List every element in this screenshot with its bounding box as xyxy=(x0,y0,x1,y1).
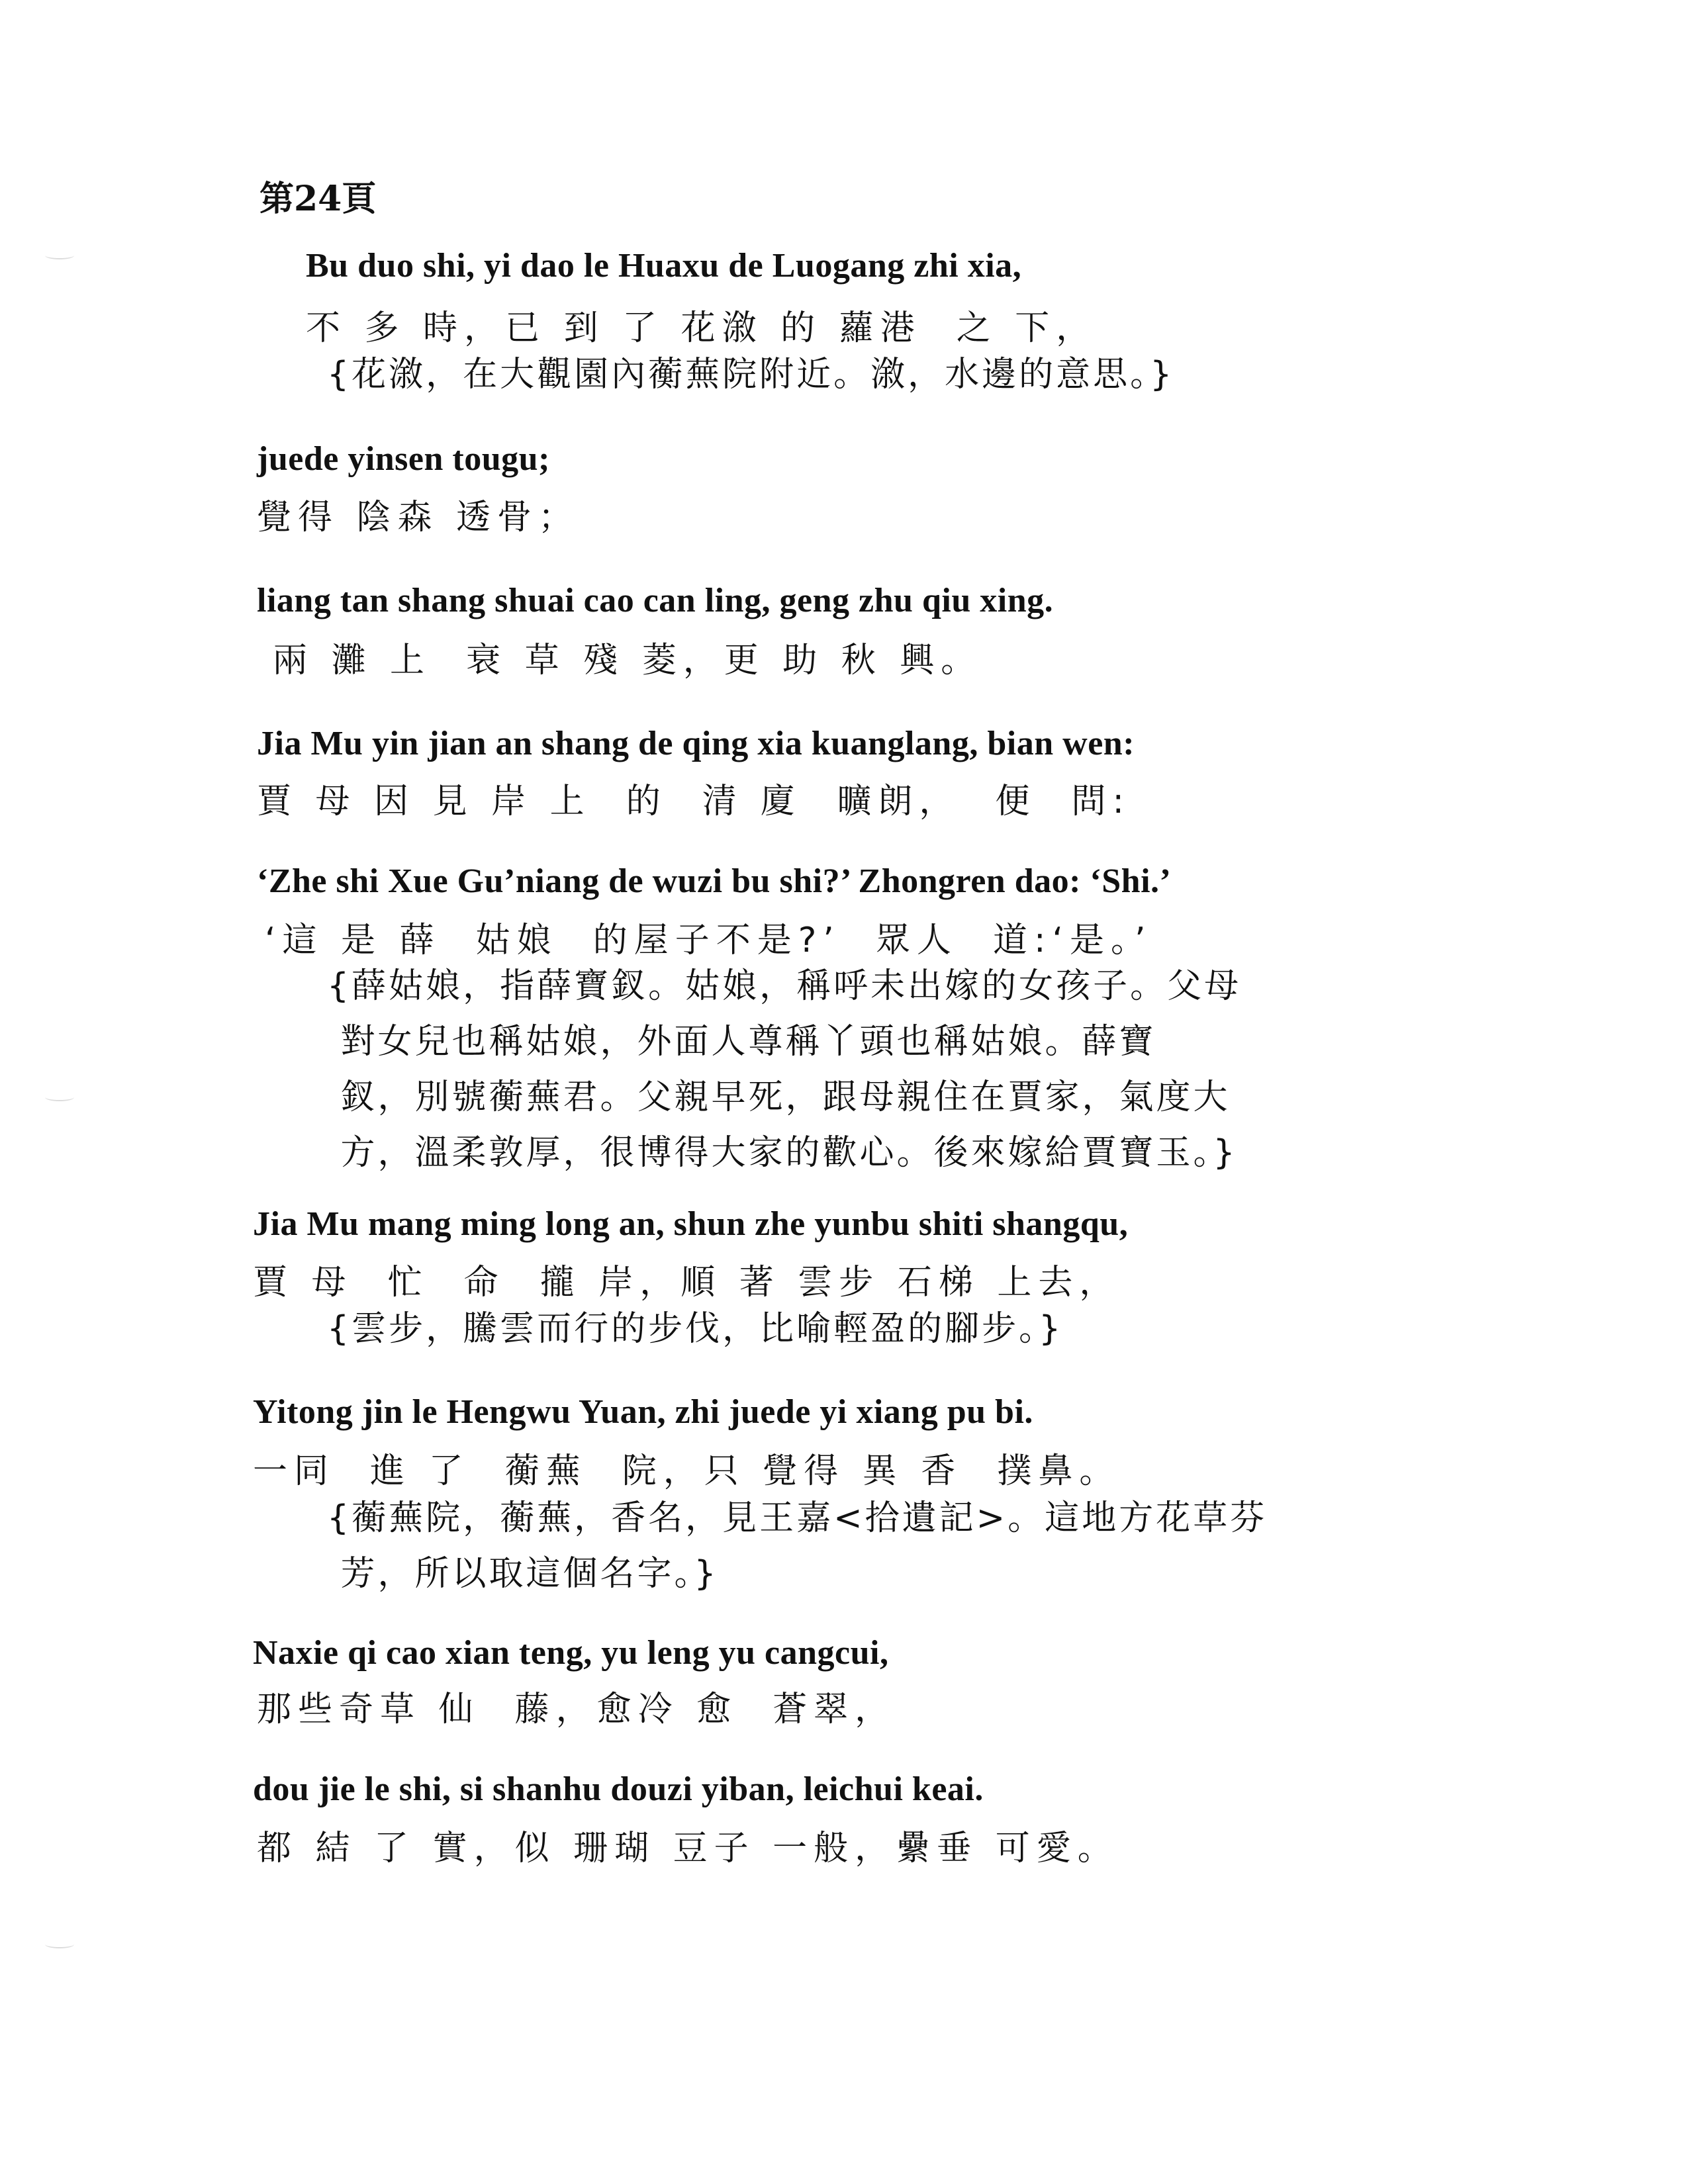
hanzi-line: 都 結 了 實，似 珊瑚 豆子 一般，纍垂 可愛。 xyxy=(257,1829,1119,1868)
annotation-line: 芳，所以取這個名字。} xyxy=(327,1554,719,1594)
annotation-line: 方，溫柔敦厚，很博得大家的歡心。後來嫁給賈寶玉。} xyxy=(327,1133,1238,1173)
annotation-line: 對女兒也稱姑娘，外面人尊稱丫頭也稱姑娘。薛寶 xyxy=(327,1022,1156,1062)
annotation-line: {花漵，在大觀園內蘅蕪院附近。漵，水邊的意思。} xyxy=(327,355,1175,394)
pinyin-line: dou jie le shi, si shanhu douzi yiban, leichui keai. xyxy=(253,1770,984,1808)
hanzi-line: 兩 灘 上 衰 草 殘 菱，更 助 秋 興。 xyxy=(273,641,982,680)
pinyin-line: juede yinsen tougu; xyxy=(257,440,550,478)
hanzi-line: 覺得 陰森 透骨； xyxy=(257,498,580,537)
pinyin-line: liang tan shang shuai cao can ling, geng zhu qiu xing. xyxy=(257,582,1054,619)
hanzi-line: 那些奇草 仙 藤，愈冷 愈 蒼翠， xyxy=(257,1690,896,1729)
pinyin-line: Bu duo shi, yi dao le Huaxu de Luogang zhi xia, xyxy=(306,247,1022,285)
pinyin-line: Jia Mu yin jian an shang de qing xia kuanglang, bian wen: xyxy=(257,725,1135,762)
annotation-line: {薛姑娘，指薛寶釵。姑娘，稱呼未出嫁的女孩子。父母 xyxy=(327,966,1242,1006)
hanzi-line: 一同 進 了 蘅蕪 院，只 覺得 異 香 撲鼻。 xyxy=(253,1451,1121,1491)
annotation-line: 釵，別號蘅蕪君。父親早死，跟母親住在賈家，氣度大 xyxy=(327,1077,1231,1117)
pinyin-line: ‘Zhe shi Xue Gu’niang de wuzi bu shi?’ Zhongren dao: ‘Shi.’ xyxy=(257,862,1172,900)
annotation-line: {蘅蕪院，蘅蕪，香名，見王嘉<拾遺記>。這地方花草芬 xyxy=(327,1498,1268,1538)
hanzi-line: 不 多 時，已 到 了 花漵 的 蘿港 之 下， xyxy=(306,308,1098,348)
annotation-line: {雲步，騰雲而行的步伐，比喻輕盈的腳步。} xyxy=(327,1309,1064,1349)
page-number: 第24頁 xyxy=(259,179,377,219)
hanzi-line: 賈 母 忙 命 攏 岸，順 著 雲步 石梯 上去， xyxy=(253,1263,1121,1302)
pinyin-line: Naxie qi cao xian teng, yu leng yu cangcui, xyxy=(253,1634,889,1672)
hanzi-line: 賈 母 因 見 岸 上 的 清 廈 曠朗， 便 問: xyxy=(257,782,1131,821)
pinyin-line: Jia Mu mang ming long an, shun zhe yunbu shiti shangqu, xyxy=(253,1205,1129,1243)
punch-hole-mark xyxy=(45,1093,74,1101)
hanzi-line: ‘這 是 薛 姑娘 的屋子不是?’ 眾人 道:‘是。’ xyxy=(265,921,1152,960)
punch-hole-mark xyxy=(45,251,74,259)
punch-hole-mark xyxy=(45,1940,74,1948)
pinyin-line: Yitong jin le Hengwu Yuan, zhi juede yi xiang pu bi. xyxy=(253,1393,1033,1431)
